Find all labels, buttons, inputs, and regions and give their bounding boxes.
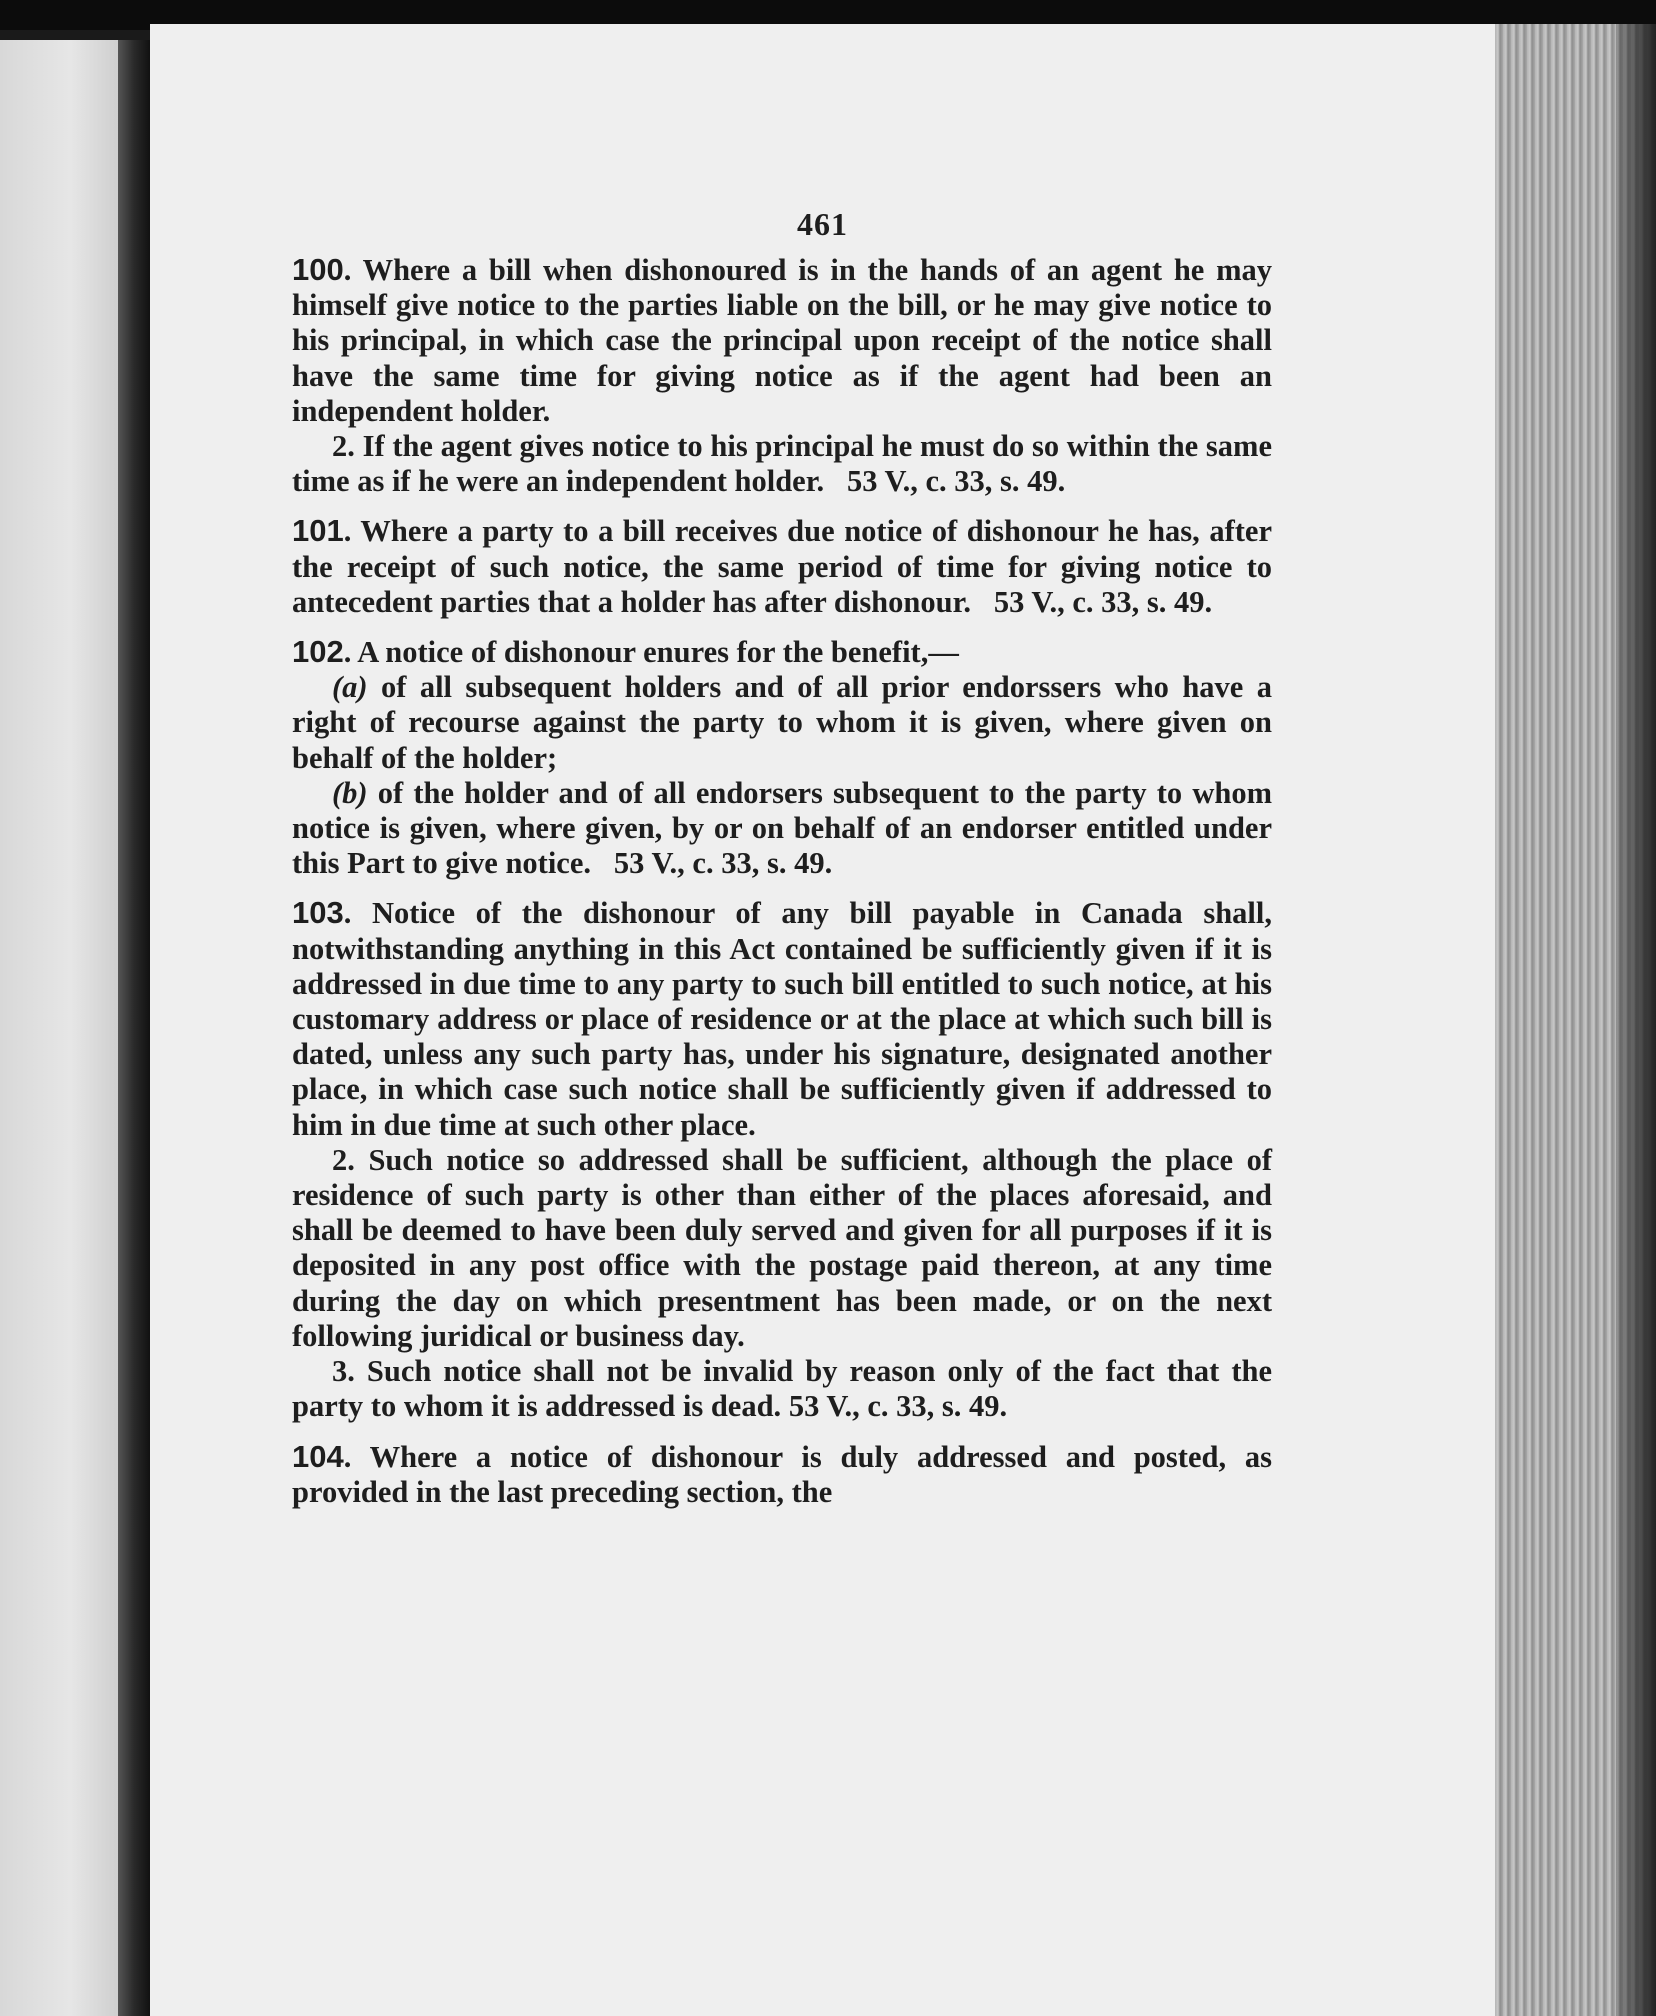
facing-page-edge [0,40,118,2016]
page-number: 461 [797,206,848,242]
section-102 [292,634,1272,670]
subsection-103-3 [292,1354,1272,1424]
section-number: 104 [292,1438,344,1474]
subsection-text: 2. Such notice so addressed shall be sufficient, although the place of residence of such party is other than either of the places aforesaid, and shall be deemed to have been duly served and given for all purposes if it is deposited in any post office with the postage paid thereon, at any time during the day on which presentment has been made, or on the next following juridical or business day. [292,1142,1272,1353]
clause-marker: (b) [332,775,368,810]
clause-102-b [292,776,1272,882]
subsection-100-2 [292,429,1272,499]
book-fore-edge [1495,24,1656,2016]
subsection-text: 3. Such notice shall not be invalid by reason only of the fact that the party to whom it is addressed is dead. [292,1354,1272,1424]
section-text: . Notice of the dishonour of any bill payable in Canada shall, notwithstanding anything in this Act contained be sufficiently given if it is addressed in due time to any party to such bill entitled to such notice, at his customary address or place of residence or at the place at which such bill is dated, unless any such party has, under his signature, designated another place, in which case such notice shall be sufficiently given if addressed to him in due time at such other place. [292,896,1272,1142]
section-text: . A notice of dishonour enures for the benefit,— [343,635,959,670]
clause-text: of all subsequent holders and of all prior endorssers who have a right of recourse against the party to whom it is given, where given on behalf of the holder; [292,670,1272,775]
citation: 53 V., c. 33, s. 49. [993,584,1213,619]
book-gutter [118,40,150,2016]
clause-102-a [292,670,1272,776]
clause-text: of the holder and of all endorsers subsequent to the party to whom notice is given, where given, by or on behalf of an endorser entitled under this Part to give notice. [292,775,1272,881]
citation: 53 V., c. 33, s. 49. [788,1389,1008,1424]
section-103 [292,895,1272,1142]
section-number: 100 [292,252,344,287]
section-100 [292,252,1272,429]
section-text: . Where a notice of dishonour is duly addressed and posted, as provided in the last preceding section, the [292,1439,1272,1509]
clause-marker: (a) [332,670,368,705]
section-101 [292,513,1272,620]
section-number: 102 [292,634,344,670]
section-text: . Where a party to a bill receives due notice of dishonour he has, after the receipt of such notice, the same period of time for giving notice to antecedent parties that a holder has after dishonour. [292,514,1272,619]
citation: 53 V., c. 33, s. 49. [613,846,833,881]
section-number: 101 [292,513,344,549]
section-104 [292,1439,1272,1510]
statute-text [292,252,1272,1510]
subsection-103-2 [292,1143,1272,1354]
citation: 53 V., c. 33, s. 49. [846,464,1066,499]
section-number: 103 [292,895,344,931]
subsection-text: 2. If the agent gives notice to his principal he must do so within the same time as if he were an independent holder. [292,429,1272,499]
section-text: . Where a bill when dishonoured is in the hands of an agent he may himself give notice to the parties liable on the bill, or he may give notice to his principal, in which case the principal upon receipt of the notice shall have the same time for giving notice as if the agent had been an independent holder. [292,253,1272,428]
